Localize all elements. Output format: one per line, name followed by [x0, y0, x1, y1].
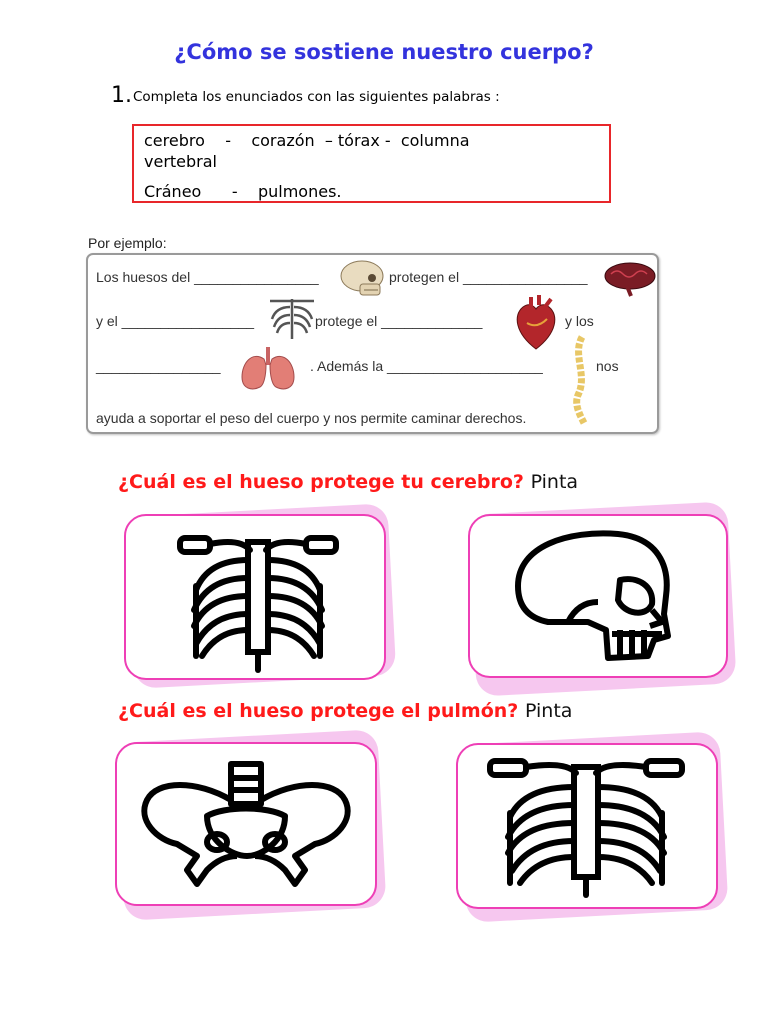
example-text: Los huesos del ________________	[96, 269, 319, 285]
lungs-icon	[238, 345, 298, 393]
example-text: protegen el ________________	[389, 269, 588, 285]
pelvis-icon	[137, 760, 359, 894]
example-box	[86, 253, 659, 434]
ribcage-card[interactable]	[124, 514, 386, 680]
ribcage-icon	[266, 295, 318, 343]
ribcage-icon	[174, 526, 342, 674]
word-bank-box	[132, 124, 611, 203]
question-number: 1.	[111, 83, 132, 108]
example-text: ________________	[96, 358, 221, 374]
question-text: ¿Cuál es el hueso protege el pulmón?	[118, 700, 525, 722]
spine-icon	[570, 335, 592, 425]
question-heading	[118, 471, 578, 493]
skull-card[interactable]	[468, 514, 728, 678]
example-text: y el _________________	[96, 313, 255, 329]
word-bank-line: vertebral	[144, 152, 217, 171]
pinta-label: Pinta	[524, 700, 573, 722]
skull-icon	[338, 258, 388, 298]
word-bank-line: cerebro - corazón – tórax - columna	[144, 131, 470, 150]
page-title: ¿Cómo se sostiene nuestro cuerpo?	[174, 40, 594, 64]
ribcage-icon	[486, 753, 686, 903]
example-text: . Además la ____________________	[310, 358, 543, 374]
heart-icon	[511, 293, 561, 351]
question-heading	[118, 700, 572, 722]
skull-icon	[508, 526, 678, 674]
example-text: y los	[565, 313, 594, 329]
pelvis-card[interactable]	[115, 742, 377, 906]
example-text: nos	[596, 358, 619, 374]
ribcage-card[interactable]	[456, 743, 718, 909]
brain-icon	[603, 260, 658, 298]
word-bank-line: Cráneo - pulmones.	[144, 182, 342, 201]
example-text: ayuda a soportar el peso del cuerpo y nos permite caminar derechos.	[96, 410, 527, 426]
example-label: Por ejemplo:	[88, 235, 167, 251]
question-instruction: Completa los enunciados con las siguientes palabras :	[133, 89, 500, 105]
example-text: protege el _____________	[315, 313, 483, 329]
question-text: ¿Cuál es el hueso protege tu cerebro?	[118, 471, 531, 493]
pinta-label: Pinta	[530, 471, 579, 493]
